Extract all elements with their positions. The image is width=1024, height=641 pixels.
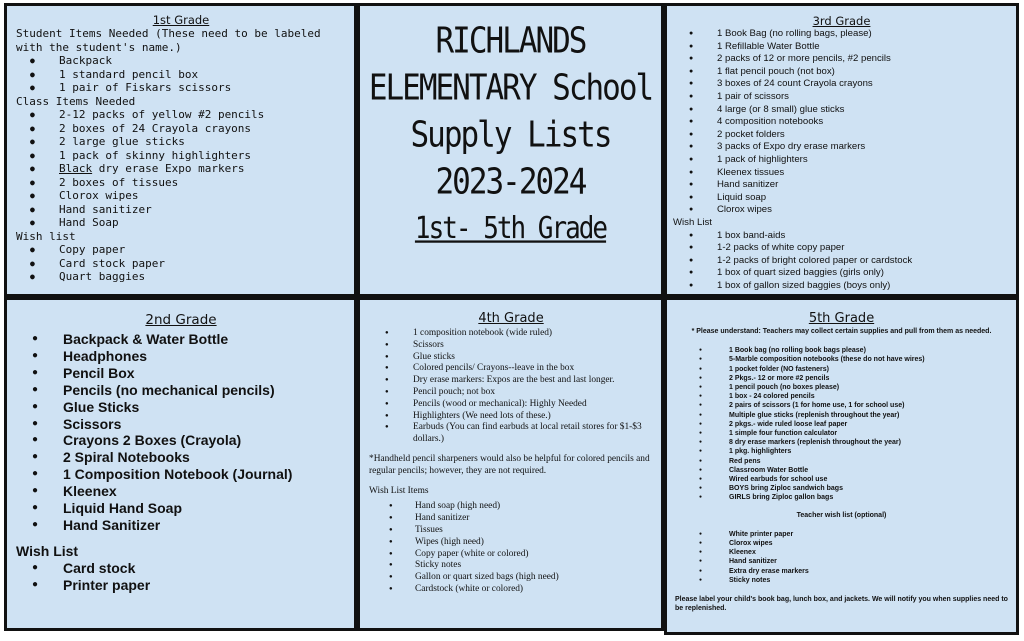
list-item: ● Pencils (no mechanical pencils) — [16, 382, 346, 399]
list-item: ● 1 box - 24 colored pencils — [675, 392, 1008, 401]
list-item: ● Hand sanitizer — [16, 203, 346, 217]
grade1-wish-items — [16, 243, 346, 284]
grade5-teacher-wish-items — [675, 530, 1008, 585]
list-item: ● Wired earbuds for school use — [675, 475, 1008, 484]
list-item: ● 1 pocket folder (NO fasteners) — [675, 365, 1008, 374]
list-item: ● Gallon or quart sized bags (high need) — [369, 572, 653, 584]
list-item: ● 2 boxes of 24 Crayola crayons — [16, 122, 346, 136]
list-item: ● 3 boxes of 24 count Crayola crayons — [673, 78, 1010, 91]
list-item: ● 1 Composition Notebook (Journal) — [16, 466, 346, 483]
grade1-wish-heading: Wish list — [16, 229, 76, 243]
list-item: ● 1 composition notebook (wide ruled) — [369, 328, 653, 340]
grade4-wish-heading: Wish List Items — [369, 485, 429, 496]
list-item: ● Red pens — [675, 457, 1008, 466]
list-item: ● BOYS bring Ziploc sandwich bags — [675, 484, 1008, 493]
list-item: ● Scissors — [16, 416, 346, 433]
list-item: ● 1 pkg. highlighters — [675, 447, 1008, 456]
grade2-wish-items — [16, 560, 346, 594]
list-item: ● 2 boxes of tissues — [16, 176, 346, 190]
list-item: ● Clorox wipes — [673, 204, 1010, 217]
grade2-heading: 2nd Grade — [145, 312, 217, 328]
black-word: Black — [59, 162, 93, 175]
list-item: ● 1 box of quart sized baggies (girls only) — [673, 267, 1010, 280]
list-item: ● Quart baggies — [16, 270, 346, 284]
list-item: ● 2 pairs of scissors (1 for home use, 1 for school use) — [675, 401, 1008, 410]
grade4-panel — [357, 297, 664, 631]
grade5-panel — [664, 297, 1019, 635]
grade5-items — [675, 346, 1008, 502]
list-item: ● 1 pack of skinny highlighters — [16, 149, 346, 163]
list-item: ● Pencil pouch; not box — [369, 387, 653, 399]
school-name-line1: RICHLANDS — [435, 20, 586, 62]
list-item: ● 1 flat pencil pouch (not box) — [673, 66, 1010, 79]
list-item: ● Hand Sanitizer — [16, 517, 346, 534]
list-item: ● 1 standard pencil box — [16, 68, 346, 82]
list-item: ● 2 Spiral Notebooks — [16, 449, 346, 466]
grade4-wish-items — [369, 501, 653, 595]
list-item: ● 5-Marble composition notebooks (these do not have wires) — [675, 355, 1008, 364]
list-item: ● 1 box of gallon sized baggies (boys only) — [673, 280, 1010, 293]
list-item: ● 1 Refillable Water Bottle — [673, 41, 1010, 54]
list-item: ● Crayons 2 Boxes (Crayola) — [16, 432, 346, 449]
list-item: ● Scissors — [369, 340, 653, 352]
title-panel — [357, 3, 664, 297]
list-item: ● Extra dry erase markers — [675, 567, 1008, 576]
list-item: ● Sticky notes — [369, 560, 653, 572]
grade1-class-heading: Class Items Needed — [16, 94, 136, 108]
list-item: ● Liquid soap — [673, 192, 1010, 205]
list-item: ● 2-12 packs of yellow #2 pencils — [16, 108, 346, 122]
list-item: ● Headphones — [16, 348, 346, 365]
list-item: ● 4 composition notebooks — [673, 116, 1010, 129]
list-item: ● Printer paper — [16, 577, 346, 594]
list-item: ● 3 packs of Expo dry erase markers — [673, 141, 1010, 154]
list-item: ● Kleenex — [675, 548, 1008, 557]
grade3-panel — [664, 3, 1019, 297]
list-item: ● 1 box band-aids — [673, 230, 1010, 243]
list-item: ● Hand Soap — [16, 216, 346, 230]
list-item: ● 1 pair of Fiskars scissors — [16, 81, 346, 95]
list-item: ● Copy paper — [16, 243, 346, 257]
list-item: ● Dry erase markers: Expos are the best and last longer. — [369, 375, 653, 387]
grade1-class-items — [16, 108, 346, 230]
list-item: ● Kleenex — [16, 483, 346, 500]
grade1-heading: 1st Grade — [152, 13, 210, 27]
grade-range: 1st- 5th Grade — [414, 211, 607, 247]
list-item: ● Glue Sticks — [16, 399, 346, 416]
school-name-line2: ELEMENTARY School — [368, 67, 653, 109]
list-item: ● 2 pocket folders — [673, 129, 1010, 142]
list-item: ● 1 pack of highlighters — [673, 154, 1010, 167]
grade1-student-intro: Student Items Needed (These need to be labeled with the student's name.) — [16, 27, 321, 54]
list-item: ● Cardstock (white or colored) — [369, 584, 653, 596]
list-item: ● Pencils (wood or mechanical): Highly Needed — [369, 399, 653, 411]
list-item: ● Backpack & Water Bottle — [16, 331, 346, 348]
grade2-items — [16, 331, 346, 534]
grade4-items — [369, 328, 653, 446]
list-item — [16, 162, 346, 176]
list-item: ● 2 pkgs.- wide ruled loose leaf paper — [675, 420, 1008, 429]
grade5-teacher-wish-heading: Teacher wish list (optional) — [796, 511, 887, 519]
list-item: ● Clorox wipes — [16, 189, 346, 203]
list-item: ● 1 simple four function calculator — [675, 429, 1008, 438]
list-item: ● Classroom Water Bottle — [675, 466, 1008, 475]
list-item: ● Kleenex tissues — [673, 167, 1010, 180]
list-item: ● 1 pair of scissors — [673, 91, 1010, 104]
list-item: ● Hand sanitizer — [675, 557, 1008, 566]
list-item: ● Multiple glue sticks (replenish throughout the year) — [675, 411, 1008, 420]
grade3-wish-heading: Wish List — [673, 216, 712, 228]
list-item: ● Wipes (high need) — [369, 537, 653, 549]
list-item: ● Copy paper (white or colored) — [369, 549, 653, 561]
grade2-panel — [4, 297, 357, 631]
list-item: ● GIRLS bring Ziploc gallon bags — [675, 493, 1008, 502]
grade5-footer-note: Please label your child's book bag, lunch box, and jackets. We will notify you when supplies need to be replenished. — [675, 596, 1008, 613]
list-item: ● Pencil Box — [16, 365, 346, 382]
list-item: ● 1-2 packs of white copy paper — [673, 242, 1010, 255]
grade4-note: *Handheld pencil sharpeners would also be helpful for colored pencils and regular pencils; however, they are not required. — [369, 453, 650, 476]
list-item: ● Glue sticks — [369, 352, 653, 364]
list-item: ● Hand sanitizer — [369, 513, 653, 525]
list-item: ● Liquid Hand Soap — [16, 500, 346, 517]
list-item: ● Colored pencils/ Crayons--leave in the box — [369, 363, 653, 375]
grade4-heading: 4th Grade — [478, 311, 544, 326]
list-item: ● Earbuds (You can find earbuds at local retail stores for $1-$3 dollars.) — [369, 422, 653, 446]
black-rest: dry erase Expo markers — [92, 162, 245, 175]
list-item: ● Tissues — [369, 525, 653, 537]
list-item: ● Backpack — [16, 54, 346, 68]
list-item: ● 1 Book Bag (no rolling bags, please) — [673, 28, 1010, 41]
list-item: ● Hand soap (high need) — [369, 501, 653, 513]
grade2-wish-heading: Wish List — [16, 542, 79, 559]
grade1-student-items — [16, 54, 346, 95]
grade1-panel — [4, 3, 357, 297]
list-item: ● Card stock paper — [16, 257, 346, 271]
list-item: ● 2 large glue sticks — [16, 135, 346, 149]
grade3-items — [673, 28, 1010, 217]
list-item: ● 1 pencil pouch (no boxes please) — [675, 383, 1008, 392]
grade5-heading: 5th Grade — [808, 311, 875, 326]
school-year: 2023-2024 — [435, 161, 586, 203]
list-item: ● 1-2 packs of bright colored paper or cardstock — [673, 255, 1010, 268]
list-item: ● Clorox wipes — [675, 539, 1008, 548]
list-item: ● Highlighters (We need lots of these.) — [369, 411, 653, 423]
list-item: ● Sticky notes — [675, 576, 1008, 585]
list-item: ● 8 dry erase markers (replenish throughout the year) — [675, 438, 1008, 447]
grade3-wish-items — [673, 230, 1010, 293]
list-item: ● White printer paper — [675, 530, 1008, 539]
supply-lists-title: Supply Lists — [410, 114, 611, 156]
list-item: ● Card stock — [16, 560, 346, 577]
grade5-please-note: * Please understand: Teachers may collect certain supplies and pull from them as needed. — [691, 328, 992, 335]
grade3-heading: 3rd Grade — [812, 14, 871, 28]
list-item: ● 2 packs of 12 or more pencils, #2 pencils — [673, 53, 1010, 66]
list-item: ● Hand sanitizer — [673, 179, 1010, 192]
list-item: ● 2 Pkgs.- 12 or more #2 pencils — [675, 374, 1008, 383]
list-item: ● 4 large (or 8 small) glue sticks — [673, 104, 1010, 117]
list-item: ● 1 Book bag (no rolling book bags please) — [675, 346, 1008, 355]
